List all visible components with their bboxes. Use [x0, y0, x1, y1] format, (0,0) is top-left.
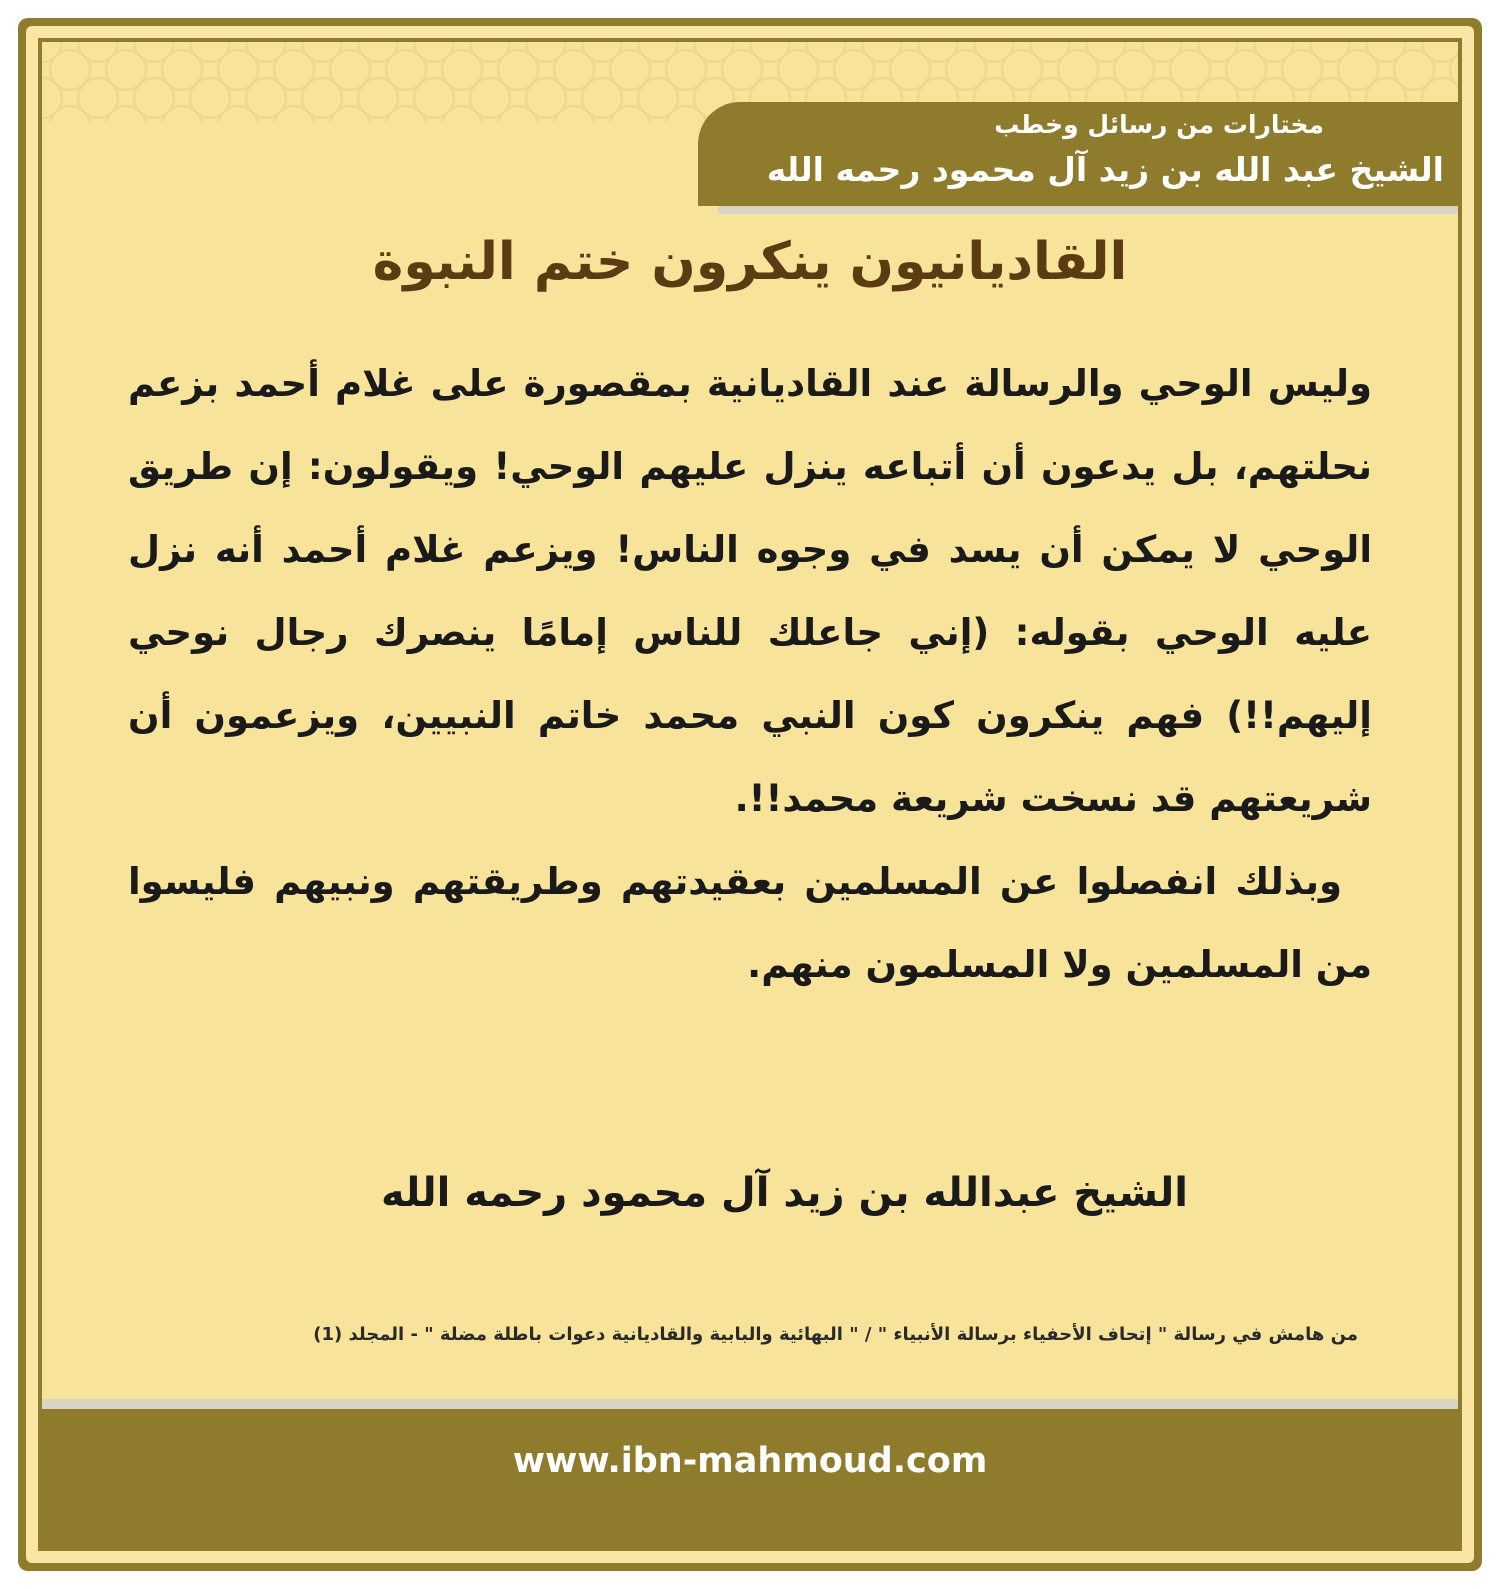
- footer-topline: [42, 1399, 1458, 1409]
- footer-band: [42, 1399, 1458, 1547]
- paragraph-2: وبذلك انفصلوا عن المسلمين بعقيدتهم وطريقتهم ونبيهم فليسوا من المسلمين ولا المسلمون منهم.: [128, 860, 1372, 986]
- outer-frame: [18, 18, 1482, 1571]
- website-link[interactable]: www.ibn-mahmoud.com: [512, 1441, 988, 1481]
- paragraph-1: وليس الوحي والرسالة عند القاديانية بمقصورة على غلام أحمد بزعم نحلتهم، بل يدعون أن أتباعه ينزل عليهم الوحي! ويقولون: إن طريق الوحي لا يمكن أن يسد في وجوه الناس! ويزعم غلام أحمد أنه نزل عليه الوحي بقوله: (إني جاعلك للناس إمامًا ينصرك رجال نوحي إليهم!!) فهم ينكرون كون النبي محمد خاتم النبيين، ويزعمون أن شريعتهم قد نسخت شريعة محمد!!.: [128, 362, 1372, 820]
- content-panel: [38, 38, 1462, 1551]
- series-title: مختارات من رسائل وخطب: [994, 110, 1324, 139]
- frame-inner: [26, 26, 1474, 1563]
- page-title: القاديانيون ينكرون ختم النبوة: [372, 232, 1128, 292]
- author-header: الشيخ عبد الله بن زيد آل محمود رحمه الله: [766, 150, 1444, 189]
- header-underline: [718, 206, 1458, 214]
- footnote: من هامش في رسالة " إتحاف الأحفياء برسالة الأنبياء " / " البهائية والبابية والقاديانية دعوات باطلة مضلة " - المجلد (1): [313, 1324, 1358, 1345]
- signature: الشيخ عبدالله بن زيد آل محمود رحمه الله: [381, 1170, 1188, 1216]
- article-body: [128, 342, 1372, 1006]
- header-band: [698, 102, 1458, 206]
